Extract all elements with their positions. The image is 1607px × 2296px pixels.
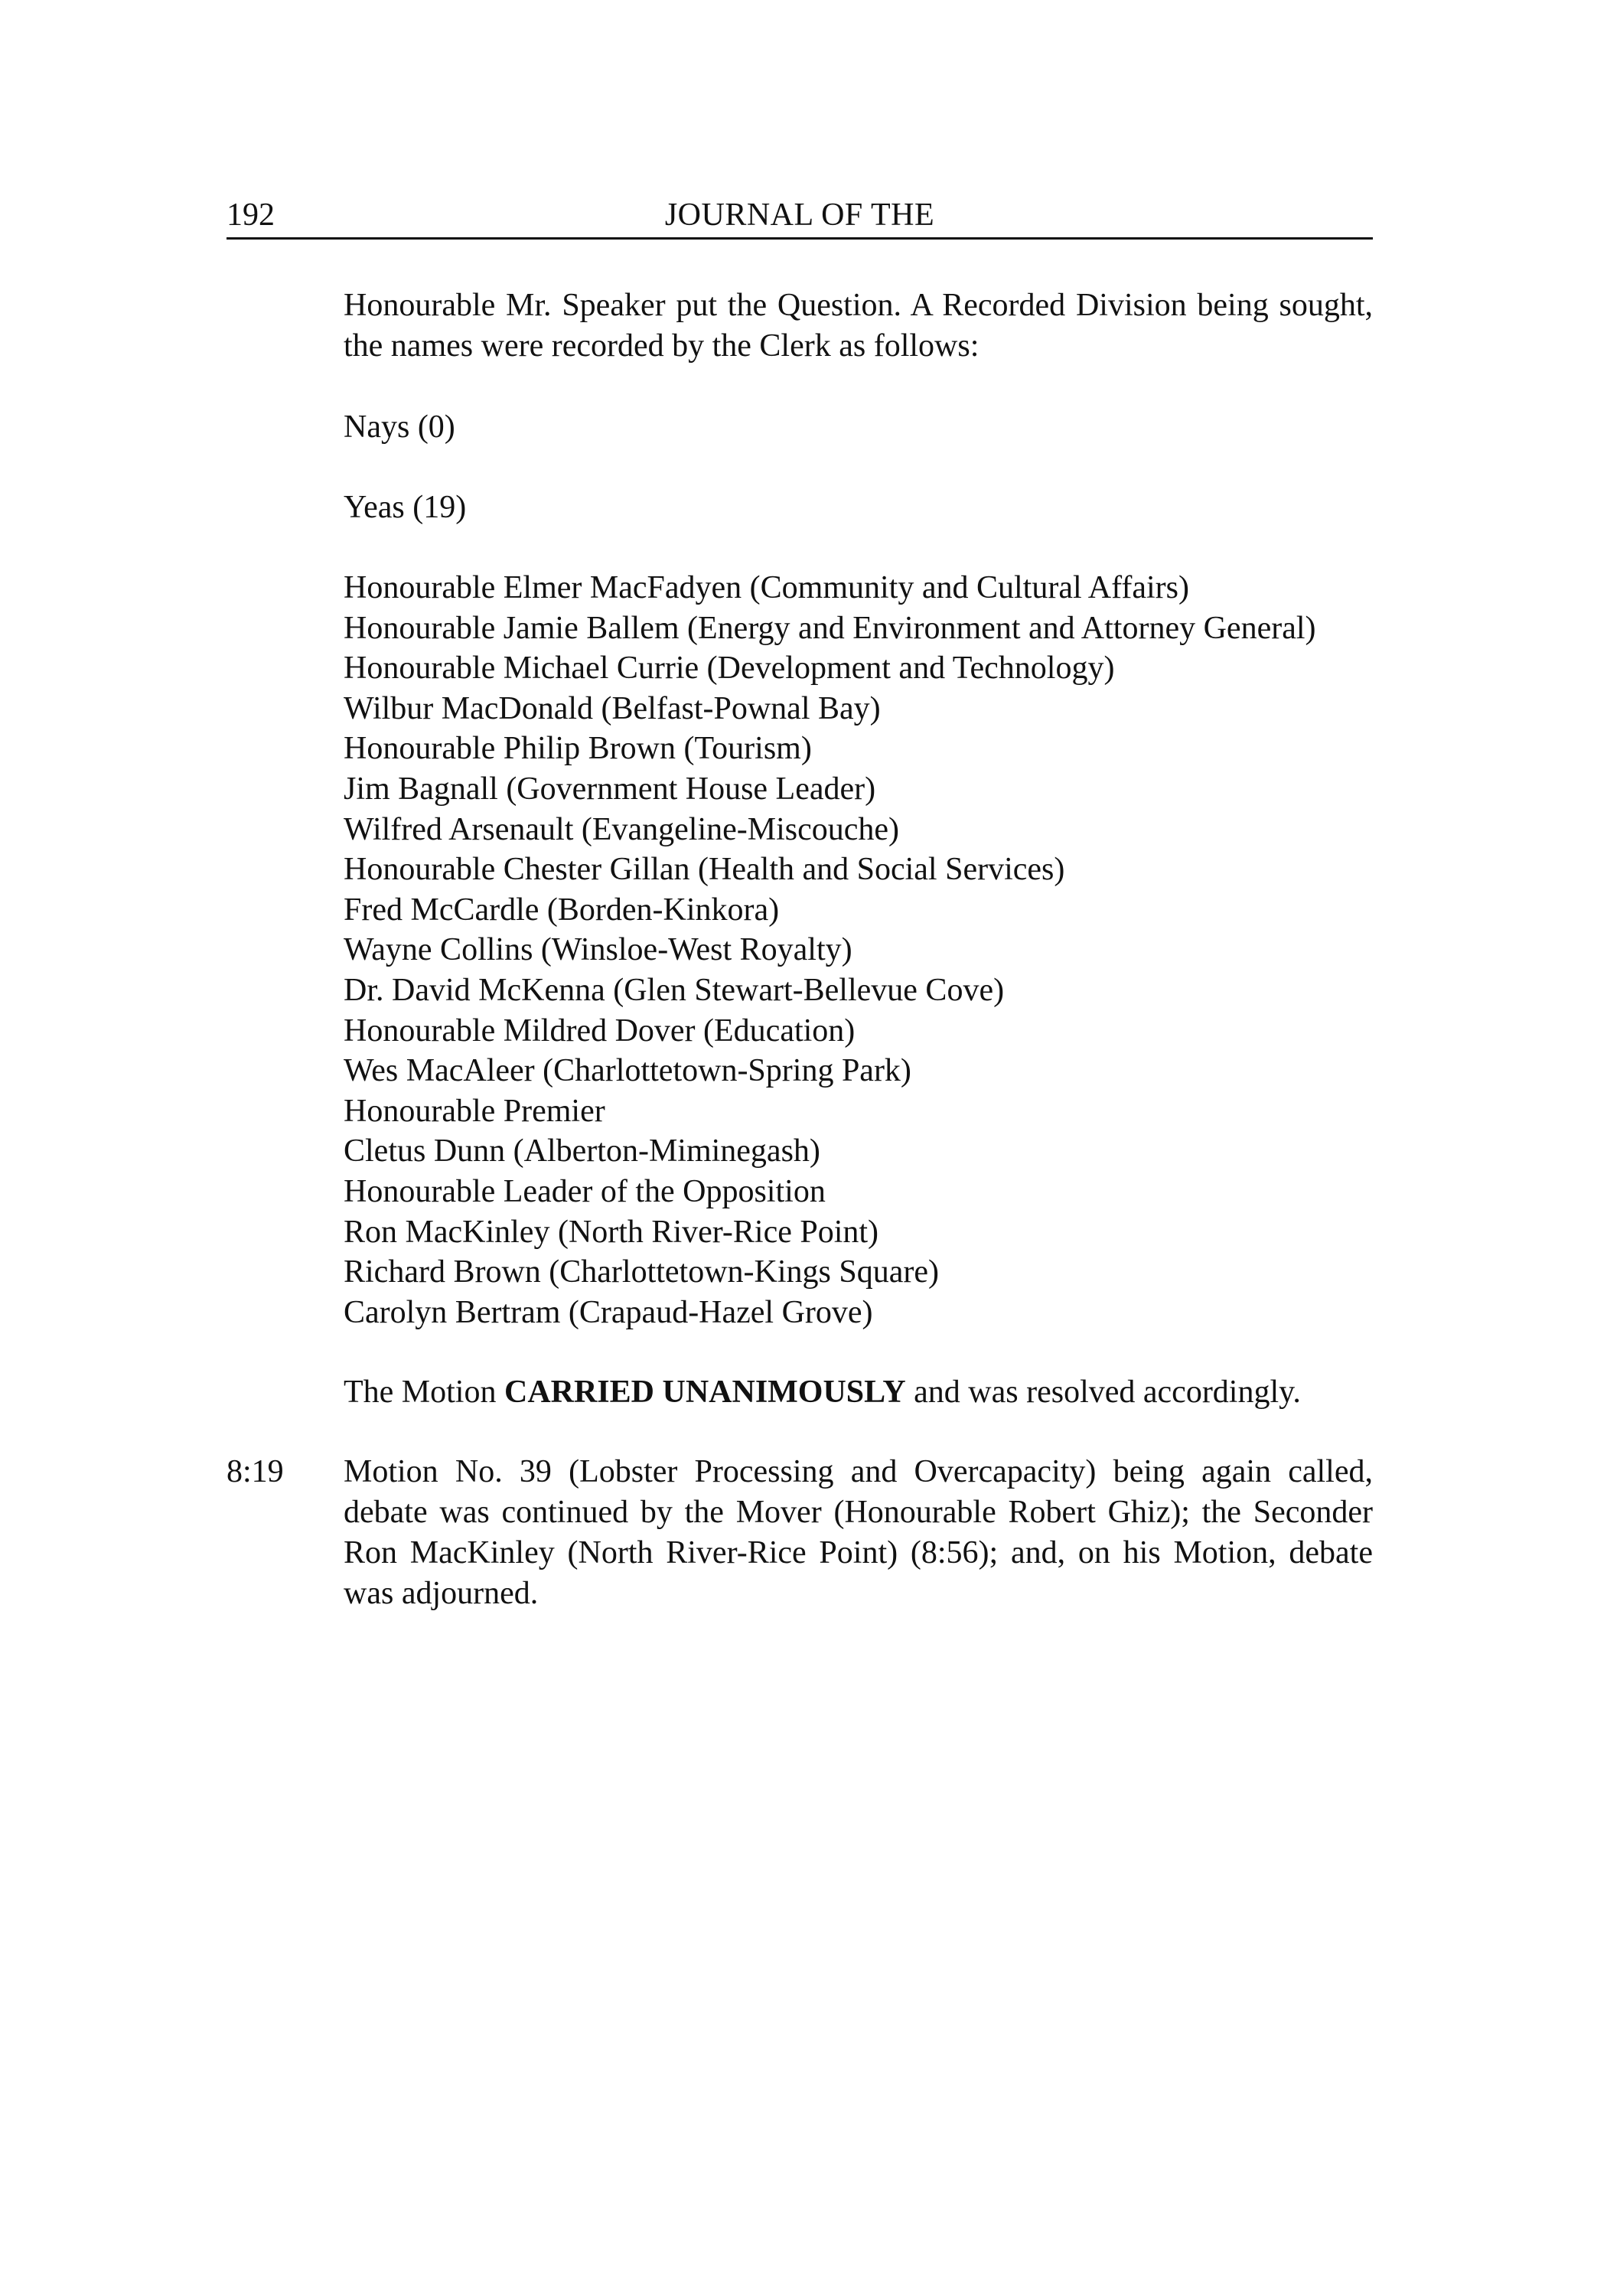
list-item: Honourable Michael Currie (Development and Technology)	[344, 651, 1115, 687]
list-item: Ron MacKinley (North River-Rice Point)	[344, 1214, 879, 1250]
yeas-member-list	[344, 568, 1415, 1332]
result-prefix: The Motion	[344, 1375, 504, 1410]
list-item: Wilbur MacDonald (Belfast-Pownal Bay)	[344, 690, 881, 726]
result-suffix: and was resolved accordingly.	[905, 1375, 1301, 1410]
list-item: Honourable Chester Gillan (Health and Social Services)	[344, 852, 1065, 888]
running-title: JOURNAL OF THE	[664, 197, 935, 233]
list-item: Honourable Leader of the Opposition	[344, 1173, 826, 1209]
list-item: Honourable Jamie Ballem (Energy and Environment and Attorney General)	[344, 610, 1316, 646]
list-item: Carolyn Bertram (Crapaud-Hazel Grove)	[344, 1294, 873, 1330]
page-header	[227, 193, 1373, 240]
list-item: Honourable Mildred Dover (Education)	[344, 1013, 856, 1049]
list-item: Jim Bagnall (Government House Leader)	[344, 771, 876, 807]
nays-count: Nays (0)	[344, 409, 455, 445]
list-item: Honourable Philip Brown (Tourism)	[344, 731, 812, 767]
list-item: Fred McCardle (Borden-Kinkora)	[344, 892, 780, 928]
motion-result	[344, 1372, 1373, 1413]
entry-timestamp: 8:19	[227, 1454, 284, 1489]
list-item: Wayne Collins (Winsloe-West Royalty)	[344, 932, 852, 968]
list-item: Dr. David McKenna (Glen Stewart-Bellevue Cove)	[344, 972, 1005, 1008]
list-item: Wes MacAleer (Charlottetown-Spring Park)	[344, 1053, 911, 1089]
list-item: Richard Brown (Charlottetown-Kings Square)	[344, 1254, 940, 1290]
list-item: Honourable Premier	[344, 1093, 605, 1129]
list-item: Wilfred Arsenault (Evangeline-Miscouche)	[344, 811, 900, 847]
list-item: Cletus Dunn (Alberton-Miminegash)	[344, 1133, 820, 1169]
motion-paragraph: Motion No. 39 (Lobster Processing and Overcapacity) being again called, debate was continued by the Mover (Honourable Robert Ghiz); the Seconder Ron MacKinley (North River-Rice Point) (8:56); and, on his Motion, debate was adjourned.	[344, 1454, 1373, 1611]
page-number: 192	[227, 197, 275, 233]
yeas-count: Yeas (19)	[344, 490, 467, 525]
division-intro-paragraph: Honourable Mr. Speaker put the Question. A Recorded Division being sought, the names were recorded by the Clerk as follows:	[344, 288, 1373, 364]
result-emphasis: CARRIED UNANIMOUSLY	[504, 1375, 906, 1410]
list-item: Honourable Elmer MacFadyen (Community and Cultural Affairs)	[344, 570, 1189, 605]
